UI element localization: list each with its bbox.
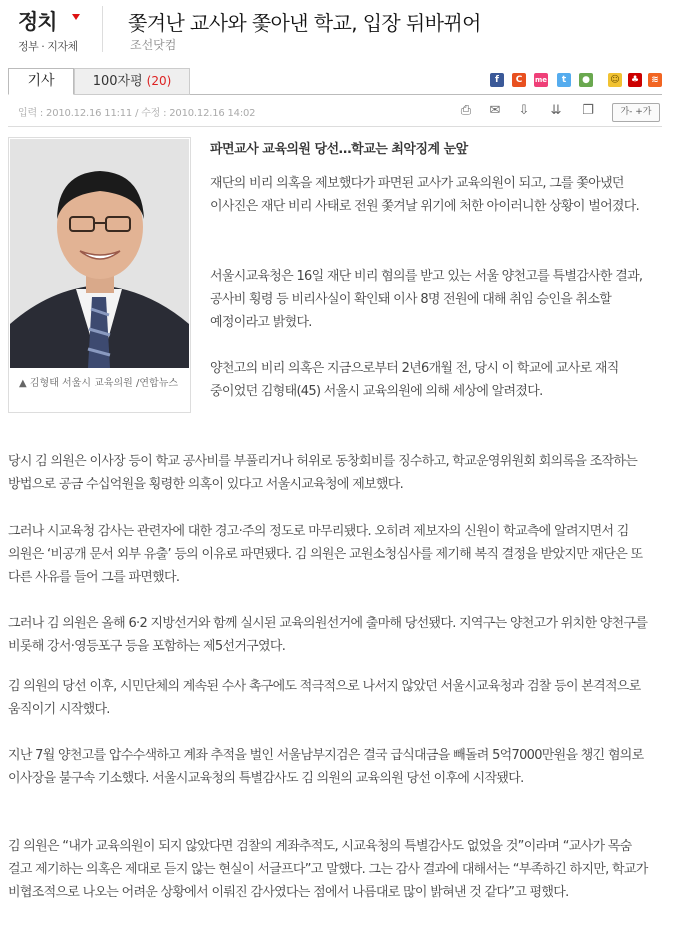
paragraph: 김 의원의 당선 이후, 시민단체의 계속된 수사 촉구에도 적극적으로 나서지 않았던 서울시교육청과 검찰 등이 본격적으로 움직이기 시작했다. [8, 679, 641, 717]
font-size-button[interactable]: 가- +가 [612, 103, 660, 122]
paragraph: 그러나 시교육청 감사는 관련자에 대한 경고·주의 정도로 마무리됐다. 오히려 제보자의 신원이 학교측에 알려지면서 김 의원은 ‘비공개 문서 외부 유출’ 등의 이유로 파면됐다. 김 의원은 교원소청심사를 제기해 복직 결정을 받았지만 재단은 또 다른 사유를 들어 그를 파면했다. [8, 524, 643, 585]
paragraph: 지난 7월 양천고를 압수수색하고 계좌 추적을 벌인 서울남부지검은 결국 급식대금을 빼돌려 5억7000만원을 챙긴 혐의로 이사장을 불구속 기소했다. 서울시교육청의 특별감사도 김 의원의 교육의원 당선 이후에 시작됐다. [8, 748, 644, 786]
copy-icon[interactable]: ❐ [582, 103, 594, 118]
photo-caption: ▲ 김형태 서울시 교육의원 /연합뉴스 [19, 378, 179, 389]
comment-count: (20) [146, 74, 172, 88]
article-subhead: 파면교사 교육의원 당선…학교는 최악징계 눈앞 [210, 142, 468, 157]
print-icon[interactable]: ⎙ [460, 103, 472, 118]
paragraph: 그러나 김 의원은 올해 6·2 지방선거와 함께 실시된 교육의원선거에 출마해 당선됐다. 지역구는 양천고가 위치한 양천구를 비롯해 강서·영등포구 등을 포함하는 제5선거구였다. [8, 616, 648, 654]
tab-article[interactable]: 기사 [8, 68, 74, 95]
header-divider [102, 6, 103, 52]
paragraph: 양천고의 비리 의혹은 지금으로부터 2년6개월 전, 당시 이 학교에 교사로 재직 중이었던 김형태(45) 서울시 교육의원에 의해 세상에 알려졌다. [210, 361, 619, 399]
rss-icon[interactable]: ≋ [648, 73, 662, 87]
article-timestamp: 입력 : 2010.12.16 11:11 / 수정 : 2010.12.16 14:02 [18, 108, 256, 119]
tab-comments-label: 100자평 [92, 74, 143, 89]
mixsh-icon[interactable]: ☺ [608, 73, 622, 87]
twitter-icon[interactable]: t [557, 73, 571, 87]
me2day-icon[interactable]: me [534, 73, 548, 87]
tab-comments[interactable] [74, 68, 190, 95]
scrap-icon[interactable]: ⇊ [550, 103, 562, 118]
tab-bar [8, 68, 662, 95]
divider [8, 126, 662, 127]
paragraph: 김 의원은 “내가 교육의원이 되지 않았다면 검찰의 계좌추적도, 시교육청의 특별감사도 없었을 것”이라며 “교사가 목숨 걸고 제기하는 의혹은 제대로 듣지 않는 현실이 서글프다”고 말했다. 그는 감사 결과에 대해서는 “부족하긴 하지만, 학교가 비협조적으로 나오는 어려운 상황에서 이뤄진 감사였다는 점에서 나름대로 많이 밝혀낸 것 같다”고 평했다. [8, 839, 648, 900]
download-icon[interactable]: ⇩ [518, 103, 530, 118]
facebook-icon[interactable]: f [490, 73, 504, 87]
section-subcategory[interactable]: 정부 · 지자체 [18, 40, 78, 53]
article-source: 조선닷컴 [130, 38, 177, 52]
portrait-photo [10, 139, 189, 368]
paragraph: 서울시교육청은 16일 재단 비리 혐의를 받고 있는 서울 양천고를 특별감사한 결과, 공사비 횡령 등 비리사실이 확인돼 이사 8명 전원에 대해 취임 승인을 취소할 예정이라고 밝혔다. [210, 269, 643, 330]
cyworld-icon[interactable]: C [512, 73, 526, 87]
bookmark-icon[interactable]: ♣ [628, 73, 642, 87]
headline: 쫓겨난 교사와 쫓아낸 학교, 입장 뒤바뀌어 [128, 11, 481, 35]
photo-box [8, 137, 191, 413]
section-title[interactable]: 정치 [18, 10, 57, 34]
paragraph: 재단의 비리 의혹을 제보했다가 파면된 교사가 교육의원이 되고, 그를 쫓아냈던 이사진은 재단 비리 사태로 전원 쫓겨날 위기에 처한 아이러니한 상황이 벌어졌다. [210, 176, 640, 214]
article-header [0, 0, 694, 64]
email-icon[interactable]: ✉ [489, 103, 501, 118]
dropdown-arrow-icon[interactable] [72, 14, 80, 20]
yozm-icon[interactable]: ● [579, 73, 593, 87]
paragraph: 당시 김 의원은 이사장 등이 학교 공사비를 부풀리거나 허위로 동창회비를 징수하고, 학교운영위원회 회의록을 조작하는 방법으로 공금 수십억원을 횡령한 의혹이 있다고 서울시교육청에 제보했다. [8, 454, 638, 492]
